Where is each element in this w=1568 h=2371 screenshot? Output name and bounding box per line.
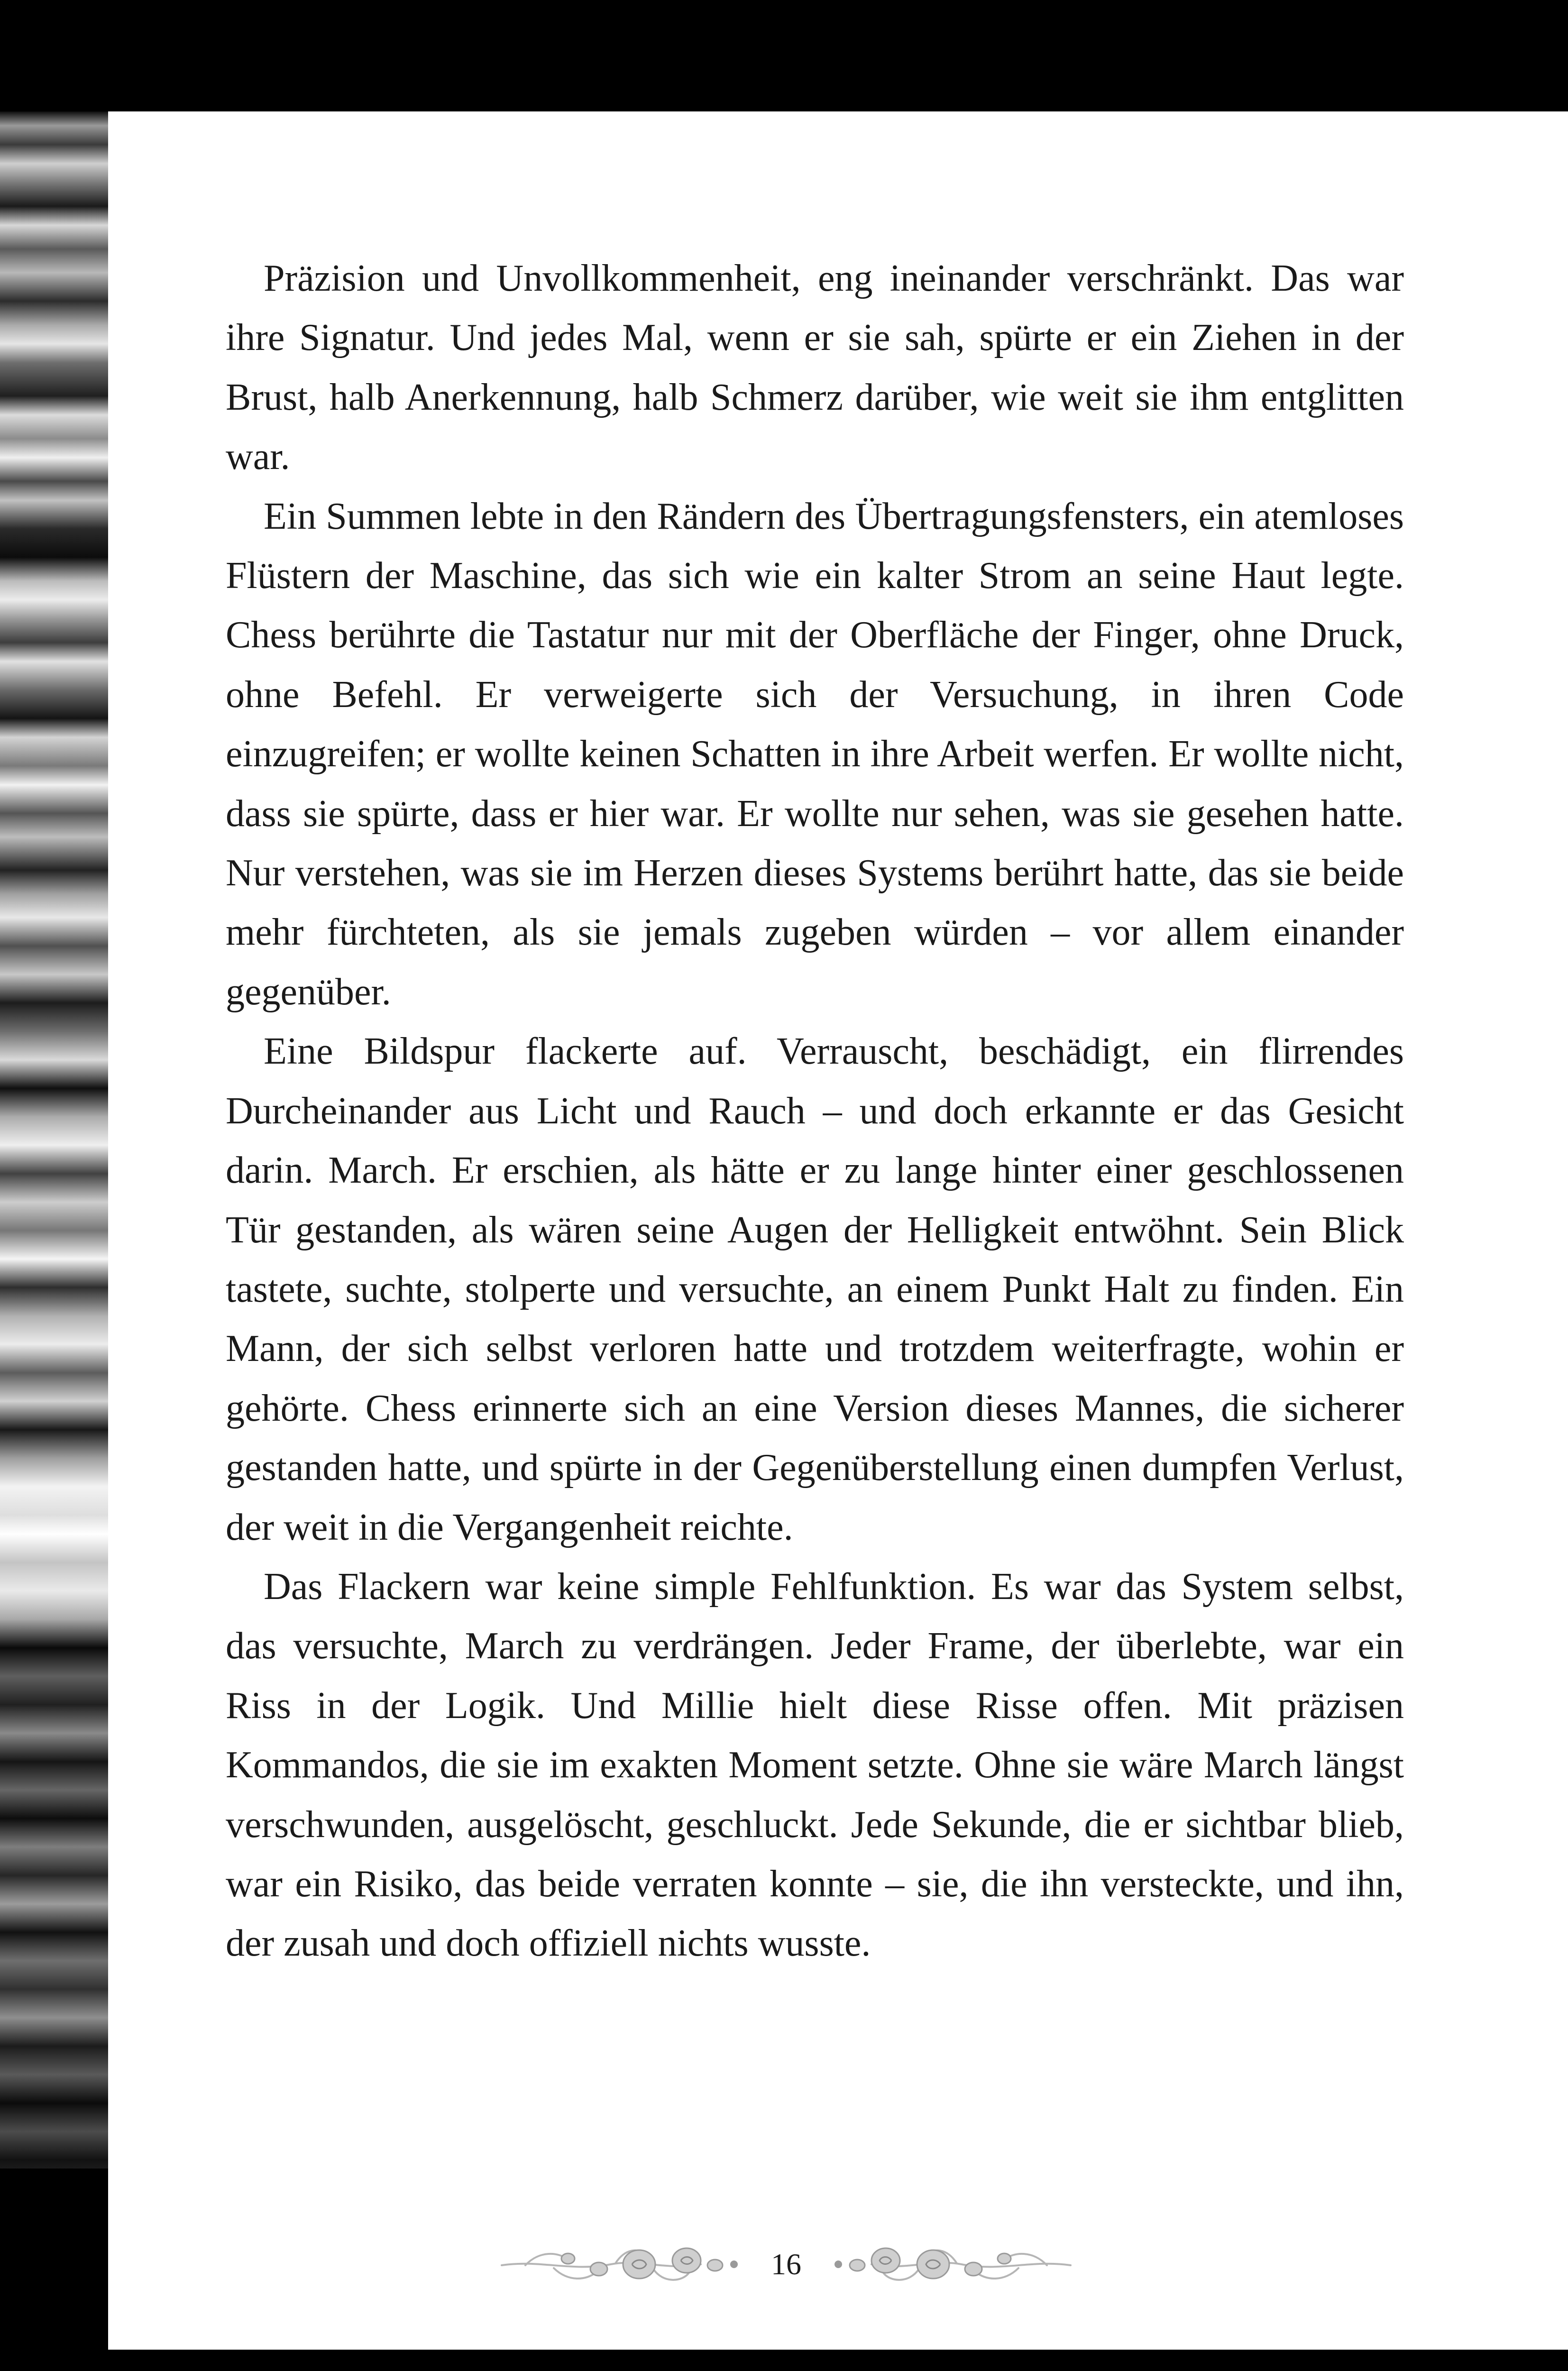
left-glitch-strip: [0, 111, 108, 2350]
floral-ornament-right-icon: [829, 2231, 1075, 2297]
page-number: 16: [771, 2247, 801, 2281]
top-black-band: [0, 0, 1568, 111]
book-page: [108, 111, 1568, 2350]
paragraph-4: Das Flackern war keine simple Fehlfunktion. Es war das System selbst, das versuchte, March zu verdrängen. Jeder Frame, der überlebte, war ein Riss in der Logik. Und Millie hielt diese Risse offen. Mit präzisen Kommandos, die sie im exakten Moment setzte. Ohne sie wäre March längst verschwunden, ausgelöscht, geschluckt. Jede Sekunde, die er sichtbar blieb, war ein Risiko, das beide verraten konnte – sie, die ihn versteckte, und ihn, der zusah und doch offiziell nichts wusste.: [226, 1565, 1404, 1965]
paragraph-1: Präzision und Unvollkommenheit, eng ineinander verschränkt. Das war ihre Signatur. Und jedes Mal, wenn er sie sah, spürte er ein Ziehen in der Brust, halb Anerkennung, halb Schmerz darüber, wie weit sie ihm entglitten war.: [226, 257, 1404, 478]
left-strip-shadow: [0, 2169, 108, 2350]
paragraph-3: Eine Bildspur flackerte auf. Verrauscht, beschädigt, ein flirrendes Durcheinander aus Licht und Rauch – und doch erkannte er das Gesicht darin. March. Er erschien, als hätte er zu lange hinter einer geschlossenen Tür gestanden, als wären seine Augen der Helligkeit entwöhnt. Sein Blick tastete, suchte, stolperte und versuchte, an einem Punkt Halt zu finden. Ein Mann, der sich selbst verloren hatte und trotzdem weiterfragte, wohin er gehörte. Chess erinnerte sich an eine Version dieses Mannes, die sicherer gestanden hatte, und spürte in der Gegenüberstellung einen dumpfen Verlust, der weit in die Vergangenheit reichte.: [226, 1030, 1404, 1548]
body-text: [226, 249, 1404, 1974]
page-footer: [497, 2217, 1090, 2312]
bottom-black-band: [0, 2350, 1568, 2371]
floral-ornament-left-icon: [497, 2231, 743, 2297]
paragraph-2: Ein Summen lebte in den Rändern des Übertragungsfensters, ein atemloses Flüstern der Maschine, das sich wie ein kalter Strom an seine Haut legte. Chess berührte die Tastatur nur mit der Oberfläche der Finger, ohne Druck, ohne Befehl. Er verweigerte sich der Versuchung, in ihren Code einzugreifen; er wollte keinen Schatten in ihre Arbeit werfen. Er wollte nicht, dass sie spürte, dass er hier war. Er wollte nur sehen, was sie gesehen hatte. Nur verstehen, was sie im Herzen dieses Systems berührt hatte, das sie beide mehr fürchteten, als sie jemals zugeben würden – vor allem einander gegenüber.: [226, 495, 1404, 1013]
